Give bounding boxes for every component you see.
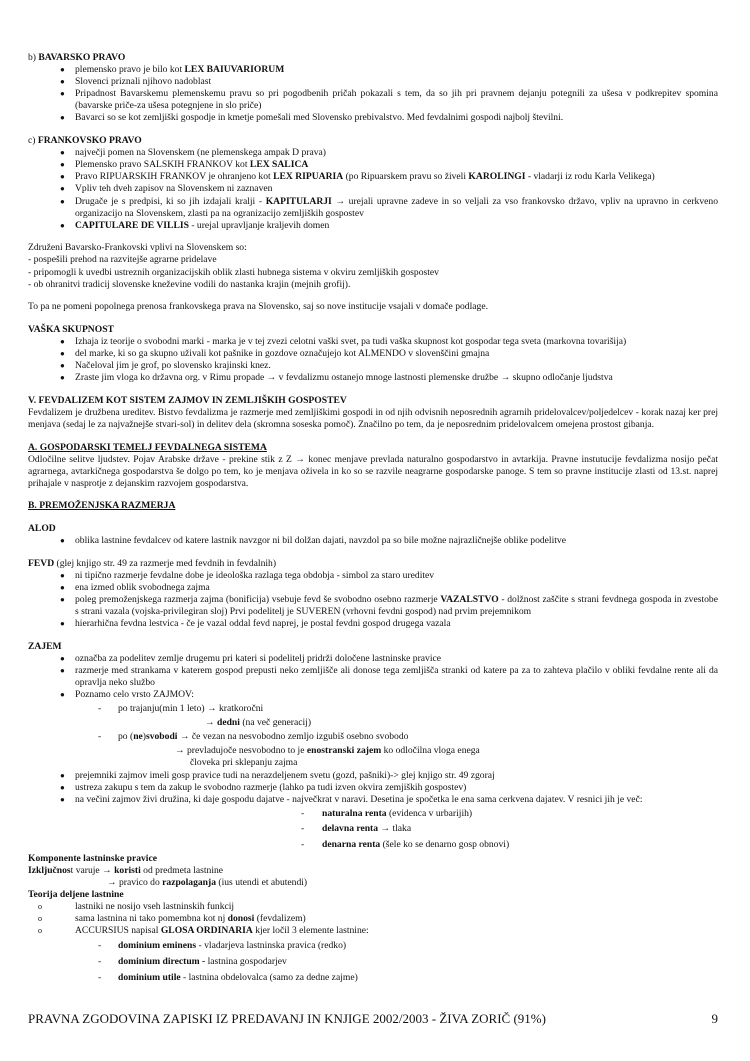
bullet-icon: ● [60,770,65,780]
bullet-icon: ● [60,77,65,87]
bullet-icon: ● [60,113,65,123]
text: hierarhična fevdna lestvica - če je vazal oddal fevd naprej, je postal fevdni gospod drugega vazala [75,618,451,630]
text: ACCURSIUS napisal [75,925,161,937]
list-item [28,64,718,76]
text-line [28,407,718,431]
bold-text: ALOD [28,523,56,534]
text: ni tipično razmerje fevdalne dobe je ideološka razlaga tega obdobja - simbol za staro ureditev [75,569,435,581]
text: Zraste jim vloga ko državna org. v Rimu propade → v fevdalizmu ostanejo mnoge lastnosti plemenske družbe → skupno odločanje ljudstva [75,372,613,384]
dash-icon: - [301,823,305,835]
text: → če vezan na nesvobodno zemljo izgubiš osebno svobodo [177,731,409,743]
text-line [28,454,718,490]
bullet-icon: ● [60,361,65,371]
bold-text: BAVARSKO PRAVO [38,52,126,63]
bullet-icon: ● [60,690,65,700]
bold-text: Teorija deljene lastnine [28,889,124,901]
text: ustreza zakupu s tem da zakup le svobodno razmerje (lahko pa tudi izven okvira zemjiških gospostev) [75,781,467,793]
bullet-icon: ● [60,160,65,170]
text-line [28,865,718,877]
bullet-icon: ● [60,220,65,230]
bold-text: LEX SALICA [249,159,309,171]
bullet-icon: ● [60,582,65,592]
page-footer [28,1011,718,1027]
text: → prevladujoče nesvobodno to je [175,745,307,757]
bold-text: Izključnos [28,864,71,876]
continuation-line [28,757,718,769]
dash-icon: - [98,971,102,983]
text: po ( [118,731,134,743]
bold-text: donosi [227,913,255,925]
text-line [28,254,718,266]
text: → tlaka [378,823,412,835]
section [28,52,718,125]
bullet-icon: ● [60,65,65,75]
text: prejemniki zajmov imeli gosp pravice tudi na nerazdeljenem svetu (gozd, pašniki)-> glej knjigo str. 49 zgoraj [75,769,495,781]
list-item [28,925,718,937]
text: Slovenci priznali njihovo nadoblast [75,76,212,88]
footer-title: PRAVNA ZGODOVINA ZAPISKI IZ PREDAVANJ IN KNJIGE 2002/2003 - ŽIVA ZORIČ (91%) [28,1011,546,1026]
bold-text: delavna renta [322,823,379,835]
list-item [28,183,718,195]
text: - urejal upravljanje kraljevih domen [188,219,330,231]
list-item [28,360,718,372]
list-item [28,88,718,112]
text-line [28,558,718,570]
text-line [28,500,718,512]
dash-icon: - [98,731,102,743]
text: Vpliv teh dveh zapisov na Slovenskem ni zaznaven [75,183,273,195]
list-item [28,806,718,822]
list-item [28,147,718,159]
bullet-icon: ● [60,196,65,206]
bullet-icon: ● [60,373,65,383]
text: (po Ripuarskem pravu so živeli [343,171,469,183]
bold-text: KAROLINGI [468,171,526,183]
bold-text: FRANKOVSKO PRAVO [37,135,142,147]
list-item [28,570,718,582]
text: - ob ohranitvi tradicij slovenske kneževine vodili do nastanka krajin (mejnih grofij). [28,278,351,290]
list-item [28,954,718,970]
text-line [28,889,718,901]
text: Bavarci so se kot zemljiški gospodje in kmetje pomešali med Slovensko prebivalstvo. Med fevdalnimi gospodi najbolj številni. [75,112,564,124]
text: označba za podelitev zemlje drugemu pri kateri si podelitelj pridrži določene lastninske pravice [75,652,442,664]
text: c) [28,135,38,147]
document-body [28,52,718,996]
bullet-icon: ● [60,148,65,158]
text: od predmeta lastnine [140,864,224,876]
text-line [28,442,718,454]
text: (evidenca v urbarijih) [386,807,473,819]
bold-text: VAZALSTVO [440,593,499,605]
text: - vladarjeva lastninska pravica (redko) [196,939,347,951]
text-line [28,853,718,865]
bold-text: dominium eminens [118,939,197,951]
bold-text: KAPITULARJI [265,195,332,207]
text-line [28,267,718,279]
bold-text: LEX BAIUVARIORUM [184,64,285,76]
text: Fevdalizem je družbena ureditev. Bistvo fevdalizma je razmerje med zemljiškimi gospodi in od njih odvisnih neposrednih agrarnih pridelovalcev/poljedelcev - korak nazaj ker prej menjava (sedaj le za najvažnejše stvari-sol) in delitev dela (skromna soseska pomoč). Značilno po tem, da je neposrednim pridelovalcem omejena prostost gibanja. [28,406,718,430]
section [28,853,718,986]
text: (ius utendi et abutendi) [216,877,308,889]
text: - pospešili prehod na razvitejše agrarne pridelave [28,254,217,266]
list-item [28,171,718,183]
list-item [28,336,718,348]
text: sama lastnina ni tako pomembna kot nj [75,913,228,925]
bold-text: denarna renta [322,839,381,851]
continuation-line [28,877,718,889]
text: Poznamo celo vrsto ZAJMOV: [75,689,194,701]
list-item [28,618,718,630]
bold-text: CAPITULARE DE VILLIS [75,219,189,231]
list-item [28,582,718,594]
text: na večini zajmov živi družina, ki daje gospodu dajatve - največkrat v naravi. Desetina je spočetka le ena sama cerkvena dajatev. V resnici jih je več: [75,793,643,805]
bullet-icon: ● [60,653,65,663]
list-item [28,701,718,717]
section [28,301,718,313]
text: lastniki ne nosijo vseh lastninskih funkcij [75,901,235,913]
bold-text: A. GOSPODARSKI TEMELJ FEVDALNEGA SISTEMA [28,441,267,453]
list-item [28,938,718,954]
dash-icon: - [98,955,102,967]
list-item [28,112,718,124]
text: človeka pri sklepanju zajma [190,757,298,769]
continuation-line [28,745,718,757]
section [28,500,718,512]
text: - lastnina obdelovalca (samo za dedne zajme) [180,971,358,983]
section [28,641,718,853]
section [28,242,718,290]
list-item [28,348,718,360]
text-line [28,641,718,653]
text: - pripomogli k uvedbi ustreznih organizacijskih oblik zlasti hubnega sistema v okviru zemljiških gospostev [28,266,439,278]
text: → pravico do [107,877,163,889]
list-item [28,220,718,232]
bullet-icon: ● [60,570,65,580]
bold-text: B. PREMOŽENJSKA RAZMERJA [28,500,176,512]
bullet-icon: ● [60,184,65,194]
text-line [28,523,718,535]
bold-text: enostranski zajem [306,745,382,757]
bullet-icon: ● [60,336,65,346]
text: plemensko pravo je bilo kot [75,64,185,76]
text: Pravo RIPUARSKIH FRANKOV je ohranjeno kot [75,171,274,183]
section [28,558,718,631]
bold-text: Komponente lastninske pravice [28,852,157,864]
text-line [28,301,718,313]
list-item [28,196,718,220]
text-line [28,52,718,64]
text: del marke, ki so ga skupno uživali kot pašnike in gozdove označujejo kot ALMENDO v slovenščini gmajna [75,347,490,359]
list-item [28,970,718,986]
text: ko odločilna vloga enega [381,745,480,757]
list-item [28,821,718,837]
dash-icon: - [301,807,305,819]
circle-bullet-icon: o [38,902,42,912]
text: To pa ne pomeni popolnega prenosa frankovskega prava na Slovensko, saj so nove institucije vsajali v domače podlage. [28,301,488,313]
bullet-icon: ● [60,172,65,182]
bold-text: dominium directum - [118,955,206,967]
bold-text: svobodi [145,731,178,743]
dash-icon: - [98,939,102,951]
list-item [28,535,718,547]
text: → [205,717,217,729]
bold-text: naturalna renta [322,807,387,819]
list-item [28,665,718,689]
text: - dolžnost zaščite s strani fevdnega gospoda in zvestobe s strani vazala (vojska-privilegiran sloj) Prvi podelitelj je SUVEREN (vrhovni fevdni gospod) nad prvim prejemnikom [75,593,718,618]
text: Združeni Bavarsko-Frankovski vplivi na Slovenskem so: [28,242,247,254]
text: kjer ločil 3 elemente lastnine: [252,925,369,937]
list-item [28,782,718,794]
text: po trajanju(min 1 leto) → kratkoročni [118,703,264,715]
text: poleg premoženjskega razmerja zajma (bonificija) vsebuje fevd še svobodno osebno razmerje [75,593,441,605]
text-line [28,279,718,291]
bullet-icon: ● [60,619,65,629]
list-item [28,159,718,171]
section [28,395,718,431]
text: ) [142,731,146,743]
text: razmerje med strankama v katerem gospod prepusti neko zemljišče ali donose tega zemljišča stranki od katere pa za to zahteva plačilo v obliki fevdalne rente ali da opravlja neko službo [75,664,718,689]
text: lastnina gospodarjev [205,955,287,967]
list-item [28,76,718,88]
list-item [28,913,718,925]
bullet-icon: ● [60,794,65,804]
list-item [28,837,718,853]
text-line [28,135,718,147]
text: (na več generacij) [239,717,312,729]
bold-text: dominium utile [118,971,181,983]
text: Izhaja iz teorije o svobodni marki - marka je v tej zvezi celotni vaški svet, pa tudi vaška skupnost kot gospodar tega sveta (markovna tovarišija) [75,335,627,347]
text: največji pomen na Slovenskem (ne plemenskega ampak D prava) [75,147,326,159]
bold-text: GLOSA ORDINARIA [160,925,253,937]
text: (šele ko se denarno gosp obnovi) [380,839,510,851]
bold-text: ne [133,731,143,743]
list-item [28,770,718,782]
bold-text: ZAJEM [28,640,62,652]
dash-icon: - [301,839,305,851]
text: - vladarji iz rodu Karla Velikega) [525,171,655,183]
list-item [28,729,718,745]
text: t varuje → [70,864,115,876]
text: ena izmed oblik svobodnega zajma [75,581,210,593]
section [28,442,718,490]
page-number: 9 [711,1011,718,1026]
text: (fevdalizem) [254,913,306,925]
section [28,135,718,232]
list-item [28,594,718,618]
bullet-icon: ● [60,782,65,792]
bold-text: FEVD [28,557,55,569]
section [28,324,718,384]
list-item [28,689,718,701]
bold-text: V. FEVDALIZEM KOT SISTEM ZAJMOV IN ZEMLJIŠKIH GOSPOSTEV [28,394,347,406]
list-item [28,794,718,806]
continuation-line [28,717,718,729]
text: b) [28,52,39,63]
text: Načeloval jim je grof, po slovensko krajinski knez. [75,360,271,372]
circle-bullet-icon: o [38,926,42,936]
bullet-icon: ● [60,536,65,546]
bullet-icon: ● [60,89,65,99]
text: Odločilne selitve ljudstev. Pojav Arabske države - prekine stik z Z → konec menjave prevlada naturalno gospodarstvo in avtarkija. Pravne instutucije fevdalizma nosijo pečat agrarnega, avtarkičnega gospodarstva še dolgo po tem, ko je menjava oživela in ko so se razvile neagrarne gospodarske panoge. S tem so pravne institucije zlasti od 13.st. naprej prihajale v nasprotje z dejanskim razvojem gospodarstva. [28,453,718,489]
text: Pripadnost Bavarskemu plemenskemu pravu so pri pogodbenih pričah pokazali s tem, da so jih pri pravnem dejanju potegnili za ušesa v podkrepitev spomina (bavarske priče-za ušesa potegnjene in slo priče) [75,88,718,112]
text-line [28,395,718,407]
bold-text: razpolaganja [162,877,216,889]
text: → urejali upravne zadeve in so veljali za vso frankovsko državo, vpliv na upravno in cerkveno organizacijo na Slovenskem, zlasti pa na ogranizacijo zemljiških gospostev [75,195,719,219]
circle-bullet-icon: o [38,914,42,924]
bullet-icon: ● [60,348,65,358]
list-item [28,653,718,665]
bullet-icon: ● [60,665,65,675]
bold-text: VAŠKA SKUPNOST [28,323,114,335]
text: oblika lastnine fevdalcev od katere lastnik navzgor ni bil dolžan dajati, navzdol pa so bile možne najrazličnejše oblike podelitve [75,535,566,547]
bullet-icon: ● [60,594,65,604]
list-item [28,901,718,913]
text: Drugače je s predpisi, ki so jih izdajali kralji - [75,195,266,207]
section [28,523,718,547]
dash-icon: - [98,703,102,715]
text: (glej knjigo str. 49 za razmerje med fevdnih in fevdalnih) [54,557,277,569]
text: Plemensko pravo SALSKIH FRANKOV kot [75,159,250,171]
list-item [28,372,718,384]
bold-text: dedni [217,717,240,729]
text-line [28,324,718,336]
text-line [28,242,718,254]
bold-text: LEX RIPUARIA [273,171,344,183]
bold-text: koristi [114,864,141,876]
